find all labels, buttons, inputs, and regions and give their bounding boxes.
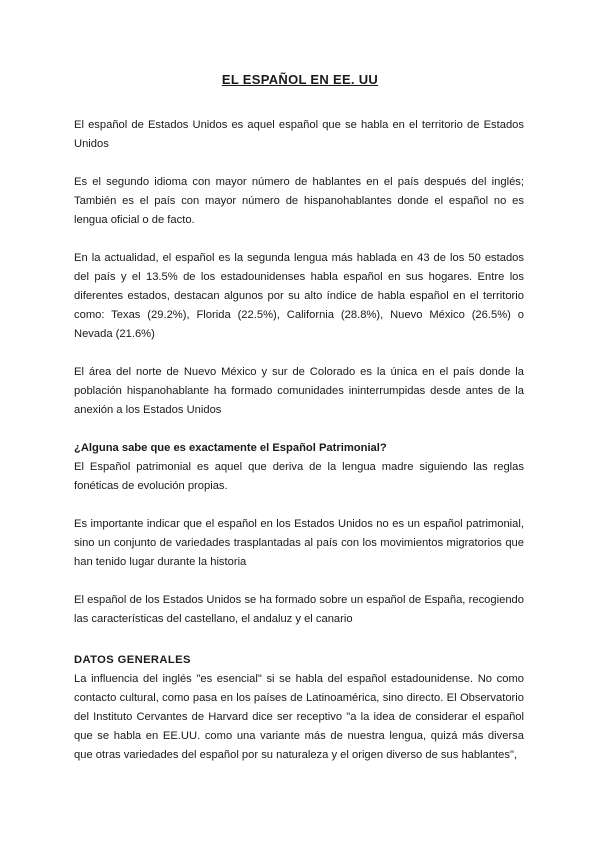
question-heading: ¿Alguna sabe que es exactamente el Español Patrimonial? <box>74 442 387 454</box>
document-body <box>74 116 524 784</box>
paragraph-new-mexico-colorado: El área del norte de Nuevo México y sur de Colorado es la única en el país donde la población hispanohablante ha formado comunidades ininterrumpidas desde antes de la anexión a los Estados Unidos <box>74 366 524 416</box>
paragraph-intro: El español de Estados Unidos es aquel español que se habla en el territorio de Estados Unidos <box>74 119 524 150</box>
paragraph-spain-origin: El español de los Estados Unidos se ha formado sobre un español de España, recogiendo las características del castellano, el andaluz y el canario <box>74 594 524 625</box>
paragraph-not-patrimonial: Es importante indicar que el español en los Estados Unidos no es un español patrimonial, sino un conjunto de variedades trasplantadas al país con los movimientos migratorios que han tenido lugar durante la historia <box>74 518 524 568</box>
paragraph-second-language: Es el segundo idioma con mayor número de hablantes en el país después del inglés; También es el país con mayor número de hispanohablantes donde el español no es lengua oficial o de facto. <box>74 176 524 226</box>
paragraph-patrimonial-definition: El Español patrimonial es aquel que deriva de la lengua madre siguiendo las reglas fonéticas de evolución propias. <box>74 461 524 492</box>
paragraph-english-influence: La influencia del inglés "es esencial" si se habla del español estadounidense. No como contacto cultural, como pasa en los países de Latinoamérica, sino directo. El Observatorio del Instituto Cervantes de Harvard dice ser receptivo "a la idea de considerar el español que se habla en EE.UU. como una variante más de nuestra lengua, quizá más diversa que otras variedades del español por su naturaleza y el origen diverso de sus hablantes", <box>74 673 524 761</box>
paragraph-current-status: En la actualidad, el español es la segunda lengua más hablada en 43 de los 50 estados del país y el 13.5% de los estadounidenses habla español en sus hogares. Entre los diferentes estados, destacan algunos por su alto índice de habla español en el territorio como: Texas (29.2%), Florida (22.5%), California (28.8%), Nuevo México (26.5%) o Nevada (21.6%) <box>74 252 524 340</box>
document-title: EL ESPAÑOL EN EE. UU <box>221 72 379 87</box>
section-heading-general-data: DATOS GENERALES <box>74 654 191 666</box>
